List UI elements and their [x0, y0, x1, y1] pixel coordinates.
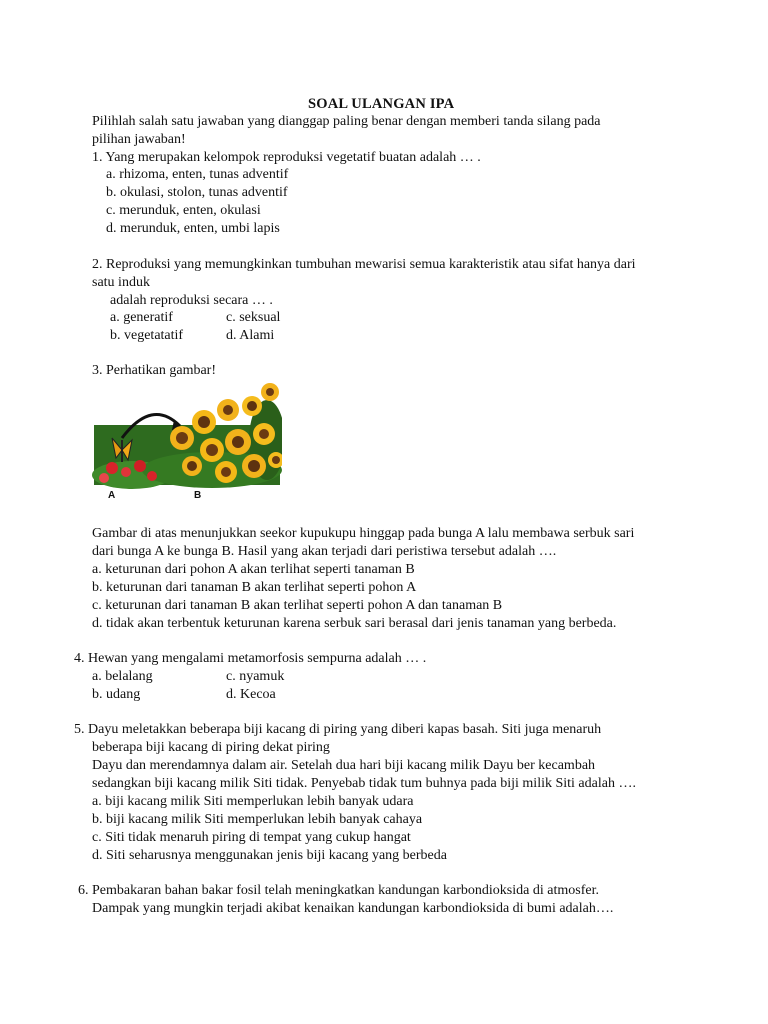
figure-label-a: A: [108, 490, 116, 501]
question-2-stem-line-2: satu induk: [92, 275, 150, 290]
page-title: SOAL ULANGAN IPA: [308, 96, 455, 112]
question-5-stem-line-1: 5. Dayu meletakkan beberapa biji kacang di piring yang diberi kapas basah. Siti juga menaruh: [74, 722, 602, 737]
question-1-option-c: c. merunduk, enten, okulasi: [106, 203, 261, 218]
figure-label-b: B: [194, 490, 202, 501]
instructions-line-1: Pilihlah salah satu jawaban yang dianggap paling benar dengan memberi tanda silang pada: [92, 114, 601, 129]
question-3-text-line-1: Gambar di atas menunjukkan seekor kupukupu hinggap pada bunga A lalu membawa serbuk sari: [92, 526, 635, 541]
question-2-option-d: d. Alami: [226, 328, 275, 343]
question-3-option-d: d. tidak akan terbentuk keturunan karena serbuk sari berasal dari jenis tanaman yang berbeda.: [92, 616, 617, 631]
question-3-option-a: a. keturunan dari pohon A akan terlihat seperti tanaman B: [92, 562, 415, 577]
question-2-stem-line-3: adalah reproduksi secara … .: [110, 293, 273, 308]
instructions-line-2: pilihan jawaban!: [92, 132, 186, 147]
question-3-stem: 3. Perhatikan gambar!: [92, 363, 217, 378]
question-4-option-c: c. nyamuk: [226, 669, 285, 684]
sunflower-illustration: [92, 380, 282, 502]
question-2-option-a: a. generatif: [110, 310, 173, 325]
question-1-option-a: a. rhizoma, enten, tunas adventif: [106, 167, 289, 182]
question-3-text-line-2: dari bunga A ke bunga B. Hasil yang akan terjadi dari peristiwa tersebut adalah ….: [92, 544, 557, 559]
question-4-option-b: b. udang: [92, 687, 141, 702]
question-3-option-b: b. keturunan dari tanaman B akan terlihat seperti pohon A: [92, 580, 417, 595]
question-2-stem-line-1: 2. Reproduksi yang memungkinkan tumbuhan mewarisi semua karakteristik atau sifat hanya dari: [92, 257, 636, 272]
question-6-stem-line-2: Dampak yang mungkin terjadi akibat kenaikan kandungan karbondioksida di bumi adalah….: [92, 901, 614, 916]
question-1-option-d: d. merunduk, enten, umbi lapis: [106, 221, 280, 236]
question-2-option-c: c. seksual: [226, 310, 281, 325]
question-4-option-d: d. Kecoa: [226, 687, 276, 702]
question-2-option-b: b. vegetatatif: [110, 328, 184, 343]
question-5-option-d: d. Siti seharusnya menggunakan jenis biji kacang yang berbeda: [92, 848, 447, 863]
question-1-stem: 1. Yang merupakan kelompok reproduksi vegetatif buatan adalah … .: [92, 150, 481, 165]
question-5-stem-line-2: beberapa biji kacang di piring dekat piring: [92, 740, 330, 755]
question-4-stem: 4. Hewan yang mengalami metamorfosis sempurna adalah … .: [74, 651, 427, 666]
question-5-option-a: a. biji kacang milik Siti memperlukan lebih banyak udara: [92, 794, 414, 809]
question-5-option-b: b. biji kacang milik Siti memperlukan lebih banyak cahaya: [92, 812, 423, 827]
question-1-option-b: b. okulasi, stolon, tunas adventif: [106, 185, 288, 200]
question-6-stem-line-1: 6. Pembakaran bahan bakar fosil telah meningkatkan kandungan karbondioksida di atmosfer.: [78, 883, 599, 898]
question-5-option-c: c. Siti tidak menaruh piring di tempat yang cukup hangat: [92, 830, 411, 845]
question-3-option-c: c. keturunan dari tanaman B akan terlihat seperti pohon A dan tanaman B: [92, 598, 503, 613]
question-5-stem-line-4: sedangkan biji kacang milik Siti tidak. Penyebab tidak tum buhnya pada biji milik Siti adalah ….: [92, 776, 636, 791]
butterfly-sunflower-figure: [92, 380, 282, 502]
question-5-stem-line-3: Dayu dan merendamnya dalam air. Setelah dua hari biji kacang milik Dayu ber kecambah: [92, 758, 596, 773]
question-4-option-a: a. belalang: [92, 669, 153, 684]
